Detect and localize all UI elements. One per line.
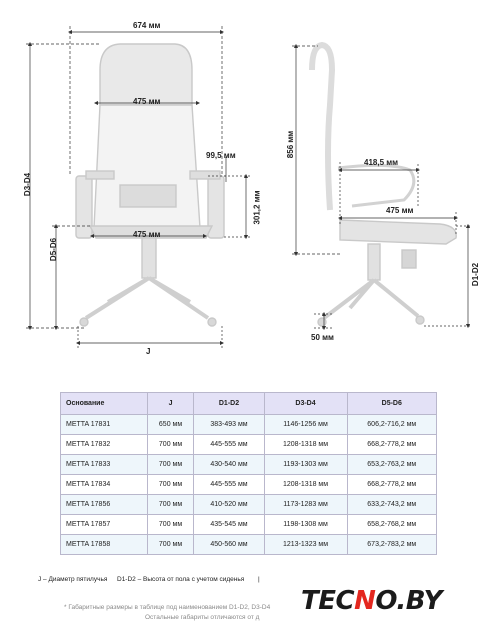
cell-d5-d6: 668,2-778,2 мм bbox=[347, 435, 436, 455]
dim-armrest-height: 301,2 мм bbox=[252, 190, 262, 225]
col-d3-d4: D3-D4 bbox=[264, 393, 347, 415]
table-row bbox=[61, 515, 437, 535]
cell-model: METTA 17833 bbox=[61, 455, 148, 475]
dim-base-diameter: J bbox=[146, 347, 151, 356]
cell-model: METTA 17857 bbox=[61, 515, 148, 535]
cell-d1-d2: 410-520 мм bbox=[194, 495, 264, 515]
cell-j: 650 мм bbox=[147, 415, 194, 435]
side-chair bbox=[312, 45, 456, 326]
cell-d5-d6: 653,2-763,2 мм bbox=[347, 455, 436, 475]
dim-armrest-width: 99,5 мм bbox=[206, 151, 236, 160]
cell-d1-d2: 435-545 мм bbox=[194, 515, 264, 535]
cell-d5-d6: 658,2-768,2 мм bbox=[347, 515, 436, 535]
cell-d1-d2: 383-493 мм bbox=[194, 415, 264, 435]
cell-model: METTA 17856 bbox=[61, 495, 148, 515]
cell-j: 700 мм bbox=[147, 435, 194, 455]
cell-d5-d6: 633,2-743,2 мм bbox=[347, 495, 436, 515]
cell-d1-d2: 445-555 мм bbox=[194, 475, 264, 495]
cell-d5-d6: 668,2-778,2 мм bbox=[347, 475, 436, 495]
dim-total-height: D3-D4 bbox=[23, 172, 33, 197]
cell-j: 700 мм bbox=[147, 495, 194, 515]
logo-left: TEC bbox=[301, 586, 355, 616]
table-row bbox=[61, 535, 437, 555]
cell-d3-d4: 1208-1318 мм bbox=[264, 475, 347, 495]
cell-model: METTA 17832 bbox=[61, 435, 148, 455]
table-row bbox=[61, 495, 437, 515]
cell-model: METTA 17834 bbox=[61, 475, 148, 495]
logo-right: O.BY bbox=[375, 586, 442, 616]
cell-j: 700 мм bbox=[147, 515, 194, 535]
table-row bbox=[61, 475, 437, 495]
col-j: J bbox=[147, 393, 194, 415]
cell-j: 700 мм bbox=[147, 455, 194, 475]
front-chair bbox=[76, 44, 224, 326]
cell-d3-d4: 1193-1303 мм bbox=[264, 455, 347, 475]
dim-seat-width: 475 мм bbox=[133, 230, 161, 239]
dim-caster: 50 мм bbox=[311, 333, 334, 342]
footnote-1: * Габаритные размеры в таблице под наименованием D1-D2, D3-D4 bbox=[64, 604, 271, 611]
legend-d1-d2: D1-D2 – Высота от пола с учетом сиденья bbox=[117, 576, 245, 583]
cell-d3-d4: 1213-1323 мм bbox=[264, 535, 347, 555]
table-row bbox=[61, 435, 437, 455]
cell-j: 700 мм bbox=[147, 535, 194, 555]
cell-d1-d2: 430-540 мм bbox=[194, 455, 264, 475]
cell-d1-d2: 450-560 мм bbox=[194, 535, 264, 555]
col-d5-d6: D5-D6 bbox=[347, 393, 436, 415]
table-row bbox=[61, 415, 437, 435]
dim-seat-height: D5-D6 bbox=[49, 237, 59, 262]
dim-back-height: 856 мм bbox=[286, 130, 296, 159]
cell-d1-d2: 445-555 мм bbox=[194, 435, 264, 455]
dim-side-seat-height: D1-D2 bbox=[471, 262, 481, 287]
spec-table bbox=[60, 392, 437, 555]
logo-accent: N bbox=[354, 586, 376, 616]
table-row bbox=[61, 455, 437, 475]
cell-model: METTA 17858 bbox=[61, 535, 148, 555]
table-header-row bbox=[61, 393, 437, 415]
legend-divider: | bbox=[258, 576, 260, 583]
brand-logo bbox=[301, 586, 442, 616]
cell-d5-d6: 606,2-716,2 мм bbox=[347, 415, 436, 435]
cell-d5-d6: 673,2-783,2 мм bbox=[347, 535, 436, 555]
cell-d3-d4: 1208-1318 мм bbox=[264, 435, 347, 455]
legend-j: J – Диаметр пятилучья bbox=[38, 576, 108, 583]
dim-width-top: 674 мм bbox=[133, 21, 161, 30]
cell-d3-d4: 1198-1308 мм bbox=[264, 515, 347, 535]
col-base: Основание bbox=[61, 393, 148, 415]
cell-d3-d4: 1146-1256 мм bbox=[264, 415, 347, 435]
cell-d3-d4: 1173-1283 мм bbox=[264, 495, 347, 515]
cell-j: 700 мм bbox=[147, 475, 194, 495]
dim-back-depth: 418,5 мм bbox=[364, 158, 399, 167]
footnote-2: Остальные габариты отличаются от д bbox=[145, 614, 260, 621]
col-d1-d2: D1-D2 bbox=[194, 393, 264, 415]
dim-back-width: 475 мм bbox=[133, 97, 161, 106]
cell-model: METTA 17831 bbox=[61, 415, 148, 435]
dim-seat-depth: 475 мм bbox=[386, 206, 414, 215]
